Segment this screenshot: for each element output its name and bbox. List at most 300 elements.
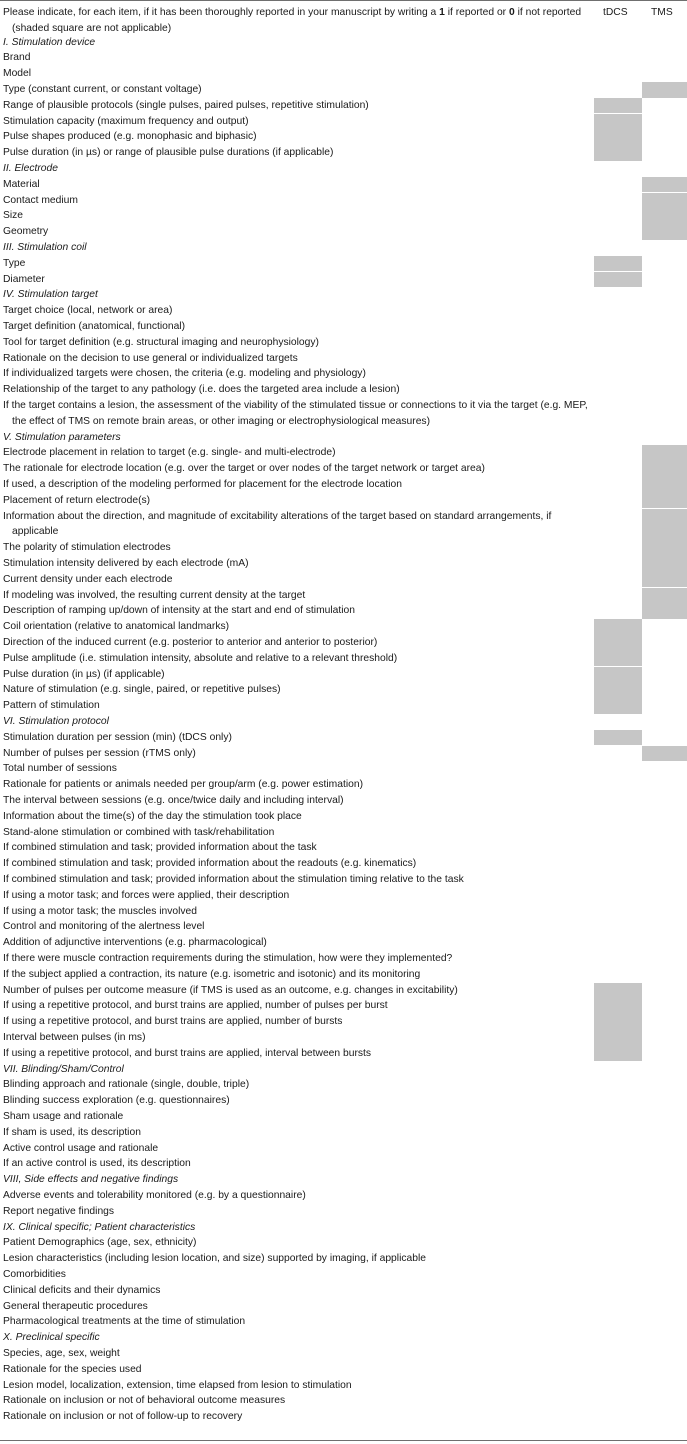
item-label: Addition of adjunctive interventions (e.g. pharmacological) bbox=[3, 937, 267, 949]
tdcs-cell-not-applicable bbox=[594, 1046, 642, 1062]
item-label: Lesion characteristics (including lesion location, and size) supported by imaging, if applicable bbox=[3, 1253, 426, 1265]
tms-cell bbox=[642, 287, 687, 303]
tms-cell bbox=[642, 761, 687, 777]
checklist-row bbox=[0, 1251, 687, 1267]
item-label: Rationale on the decision to use general or individualized targets bbox=[3, 352, 298, 364]
tms-cell bbox=[642, 240, 687, 256]
checklist-row bbox=[0, 1283, 687, 1299]
tms-cell bbox=[642, 793, 687, 809]
item-label: Patient Demographics (age, sex, ethnicity) bbox=[3, 1237, 197, 1249]
tdcs-cell-not-applicable bbox=[594, 129, 642, 145]
item-label: Sham usage and rationale bbox=[3, 1110, 124, 1122]
tdcs-cell-not-applicable bbox=[594, 651, 642, 667]
tms-cell bbox=[642, 319, 687, 335]
item-label: Pattern of stimulation bbox=[3, 700, 100, 712]
tdcs-cell-not-applicable bbox=[594, 983, 642, 999]
tms-cell-not-applicable bbox=[642, 177, 687, 193]
item-label: Target definition (anatomical, functional) bbox=[3, 320, 186, 332]
tms-cell bbox=[642, 1267, 687, 1283]
tdcs-cell bbox=[594, 1362, 642, 1378]
item-label: Number of pulses per outcome measure (if TMS is used as an outcome, e.g. changes in excitability) bbox=[3, 984, 458, 996]
tdcs-cell bbox=[594, 714, 642, 730]
tdcs-cell bbox=[594, 319, 642, 335]
tdcs-cell bbox=[594, 825, 642, 841]
section-title: X. Preclinical specific bbox=[3, 1332, 100, 1344]
tms-cell bbox=[642, 351, 687, 367]
tdcs-cell-not-applicable bbox=[594, 667, 642, 683]
tms-cell-not-applicable bbox=[642, 208, 687, 224]
checklist-row bbox=[0, 1188, 687, 1204]
header-instruction bbox=[3, 5, 602, 37]
checklist-row bbox=[0, 1235, 687, 1251]
tms-cell bbox=[642, 1141, 687, 1157]
tms-cell bbox=[642, 983, 687, 999]
tms-cell bbox=[642, 1014, 687, 1030]
item-label: If the subject applied a contraction, its nature (e.g. isometric and isotonic) and its monitoring bbox=[3, 968, 421, 980]
checklist-row bbox=[0, 224, 687, 240]
checklist-row bbox=[0, 319, 687, 335]
tdcs-cell bbox=[594, 493, 642, 509]
tdcs-cell-not-applicable bbox=[594, 698, 642, 714]
item-label: If using a repetitive protocol, and burst trains are applied, number of pulses per burst bbox=[3, 1000, 388, 1012]
instruction-text-1: Please indicate, for each item, if it has been thoroughly reported in your manuscript by writing a bbox=[3, 7, 440, 18]
section-title: V. Stimulation parameters bbox=[3, 431, 121, 443]
tdcs-cell-not-applicable bbox=[594, 1014, 642, 1030]
item-label: If modeling was involved, the resulting current density at the target bbox=[3, 589, 306, 601]
tdcs-cell bbox=[594, 1204, 642, 1220]
checklist-row bbox=[0, 303, 687, 319]
item-label: If sham is used, its description bbox=[3, 1126, 141, 1138]
checklist-row bbox=[0, 1125, 687, 1141]
tms-cell bbox=[642, 1030, 687, 1046]
instruction-value-reported: 1 bbox=[439, 7, 445, 18]
checklist-row bbox=[0, 667, 687, 683]
tdcs-cell bbox=[594, 224, 642, 240]
tms-cell-not-applicable bbox=[642, 572, 687, 588]
tms-cell bbox=[642, 856, 687, 872]
tdcs-cell bbox=[594, 208, 642, 224]
tdcs-cell bbox=[594, 1235, 642, 1251]
tms-cell bbox=[642, 114, 687, 130]
item-label: Pulse duration (in µs) (if applicable) bbox=[3, 668, 165, 680]
checklist-row bbox=[0, 1109, 687, 1125]
tdcs-cell bbox=[594, 1220, 642, 1236]
item-label: Type (constant current, or constant voltage) bbox=[3, 83, 202, 95]
item-label: Active control usage and rationale bbox=[3, 1142, 159, 1154]
tms-cell bbox=[642, 1204, 687, 1220]
instruction-text-2: if reported or bbox=[444, 7, 509, 18]
checklist-row bbox=[0, 256, 687, 272]
tdcs-cell bbox=[594, 588, 642, 604]
item-label: If an active control is used, its description bbox=[3, 1158, 191, 1170]
checklist-row bbox=[0, 1314, 687, 1330]
section-title: II. Electrode bbox=[3, 162, 58, 174]
tms-cell-not-applicable bbox=[642, 193, 687, 209]
section-title: VI. Stimulation protocol bbox=[3, 715, 109, 727]
item-label: Report negative findings bbox=[3, 1205, 115, 1217]
tdcs-cell-not-applicable bbox=[594, 619, 642, 635]
tdcs-cell bbox=[594, 1093, 642, 1109]
checklist-row bbox=[0, 825, 687, 841]
checklist-row bbox=[0, 651, 687, 667]
tms-cell bbox=[642, 382, 687, 398]
checklist-row bbox=[0, 98, 687, 114]
checklist-row bbox=[0, 682, 687, 698]
tdcs-cell bbox=[594, 556, 642, 572]
tms-cell bbox=[642, 35, 687, 51]
tms-cell bbox=[642, 809, 687, 825]
tms-cell bbox=[642, 998, 687, 1014]
checklist-row bbox=[0, 335, 687, 351]
tdcs-cell bbox=[594, 904, 642, 920]
column-header-tdcs: tDCS bbox=[603, 7, 628, 18]
checklist-row bbox=[0, 398, 687, 430]
checklist-row bbox=[0, 1204, 687, 1220]
tdcs-cell bbox=[594, 1125, 642, 1141]
tdcs-cell bbox=[594, 1393, 642, 1409]
checklist-row bbox=[0, 935, 687, 951]
checklist-row bbox=[0, 1299, 687, 1315]
tdcs-cell bbox=[594, 1109, 642, 1125]
checklist-row bbox=[0, 1014, 687, 1030]
tdcs-cell bbox=[594, 1062, 642, 1078]
item-label: If the target contains a lesion, the assessment of the viability of the stimulated tissue or connections to it via the target (e.g. MEP, the effect of TMS on remote brain areas, or other imaging or electrophysiological measures) bbox=[3, 399, 588, 427]
tdcs-cell bbox=[594, 746, 642, 762]
tms-cell bbox=[642, 1109, 687, 1125]
tdcs-cell bbox=[594, 872, 642, 888]
item-label: Model bbox=[3, 68, 32, 80]
tms-cell bbox=[642, 1172, 687, 1188]
tms-cell bbox=[642, 398, 687, 430]
tms-cell bbox=[642, 1077, 687, 1093]
tdcs-cell bbox=[594, 1267, 642, 1283]
checklist-row bbox=[0, 1378, 687, 1394]
checklist-row bbox=[0, 129, 687, 145]
tms-cell bbox=[642, 1062, 687, 1078]
checklist-row bbox=[0, 1393, 687, 1409]
checklist-row bbox=[0, 588, 687, 604]
tdcs-cell bbox=[594, 1156, 642, 1172]
tms-cell bbox=[642, 682, 687, 698]
item-label: Current density under each electrode bbox=[3, 573, 173, 585]
tdcs-cell bbox=[594, 382, 642, 398]
tms-cell bbox=[642, 366, 687, 382]
item-label: If there were muscle contraction requirements during the stimulation, how were they implemented? bbox=[3, 952, 453, 964]
tms-cell bbox=[642, 1156, 687, 1172]
tms-cell bbox=[642, 825, 687, 841]
checklist-row bbox=[0, 540, 687, 556]
tms-cell bbox=[642, 698, 687, 714]
tdcs-cell bbox=[594, 287, 642, 303]
tms-cell bbox=[642, 1393, 687, 1409]
tms-cell bbox=[642, 1378, 687, 1394]
tdcs-cell-not-applicable bbox=[594, 635, 642, 651]
tdcs-cell bbox=[594, 1141, 642, 1157]
section-header-row bbox=[0, 240, 687, 256]
checklist-row bbox=[0, 366, 687, 382]
tms-cell bbox=[642, 1314, 687, 1330]
tdcs-cell bbox=[594, 1409, 642, 1425]
tdcs-cell bbox=[594, 809, 642, 825]
tdcs-cell bbox=[594, 856, 642, 872]
top-rule bbox=[0, 0, 687, 1]
item-label: Material bbox=[3, 178, 40, 190]
column-header-tms: TMS bbox=[651, 7, 673, 18]
tms-cell-not-applicable bbox=[642, 746, 687, 762]
tdcs-cell bbox=[594, 951, 642, 967]
item-label: Blinding success exploration (e.g. questionnaires) bbox=[3, 1095, 230, 1107]
tms-cell bbox=[642, 1188, 687, 1204]
checklist-row bbox=[0, 145, 687, 161]
tms-cell bbox=[642, 1299, 687, 1315]
checklist-row bbox=[0, 1030, 687, 1046]
tms-cell-not-applicable bbox=[642, 509, 687, 541]
tms-cell bbox=[642, 919, 687, 935]
item-label: Coil orientation (relative to anatomical landmarks) bbox=[3, 621, 230, 633]
checklist-row bbox=[0, 82, 687, 98]
item-label: Nature of stimulation (e.g. single, paired, or repetitive pulses) bbox=[3, 684, 281, 696]
tms-cell bbox=[642, 904, 687, 920]
checklist-row bbox=[0, 793, 687, 809]
tms-cell bbox=[642, 430, 687, 446]
tms-cell bbox=[642, 714, 687, 730]
tdcs-cell bbox=[594, 1172, 642, 1188]
tdcs-cell bbox=[594, 303, 642, 319]
checklist-row bbox=[0, 919, 687, 935]
tms-cell-not-applicable bbox=[642, 556, 687, 572]
tms-cell bbox=[642, 935, 687, 951]
section-title: VIII, Side effects and negative findings bbox=[3, 1174, 179, 1186]
tms-cell bbox=[642, 1409, 687, 1425]
section-header-row bbox=[0, 714, 687, 730]
item-label: Information about the time(s) of the day the stimulation took place bbox=[3, 810, 302, 822]
item-label: Geometry bbox=[3, 226, 49, 238]
item-label: Stimulation duration per session (min) (tDCS only) bbox=[3, 731, 232, 743]
tdcs-cell-not-applicable bbox=[594, 114, 642, 130]
tms-cell-not-applicable bbox=[642, 461, 687, 477]
checklist-row bbox=[0, 777, 687, 793]
tms-cell-not-applicable bbox=[642, 445, 687, 461]
item-label: Description of ramping up/down of intensity at the start and end of stimulation bbox=[3, 605, 356, 617]
checklist-row bbox=[0, 114, 687, 130]
checklist-row bbox=[0, 983, 687, 999]
section-title: VII. Blinding/Sham/Control bbox=[3, 1063, 124, 1075]
tdcs-cell-not-applicable bbox=[594, 730, 642, 746]
item-label: Diameter bbox=[3, 273, 45, 285]
item-label: Size bbox=[3, 210, 24, 222]
checklist-row bbox=[0, 967, 687, 983]
tdcs-cell bbox=[594, 888, 642, 904]
tdcs-cell-not-applicable bbox=[594, 145, 642, 161]
tdcs-cell bbox=[594, 761, 642, 777]
item-label: If individualized targets were chosen, the criteria (e.g. modeling and physiology) bbox=[3, 368, 366, 380]
checklist-row bbox=[0, 572, 687, 588]
tdcs-cell bbox=[594, 1378, 642, 1394]
tdcs-cell bbox=[594, 572, 642, 588]
item-label: Rationale for the species used bbox=[3, 1363, 142, 1375]
checklist-row bbox=[0, 1156, 687, 1172]
section-header-row bbox=[0, 287, 687, 303]
section-header-row bbox=[0, 1062, 687, 1078]
tms-cell bbox=[642, 872, 687, 888]
checklist-row bbox=[0, 382, 687, 398]
tdcs-cell bbox=[594, 82, 642, 98]
item-label: If using a repetitive protocol, and burst trains are applied, interval between bursts bbox=[3, 1047, 372, 1059]
checklist-row bbox=[0, 177, 687, 193]
checklist-row bbox=[0, 730, 687, 746]
checklist-row bbox=[0, 998, 687, 1014]
item-label: Clinical deficits and their dynamics bbox=[3, 1284, 161, 1296]
tms-cell bbox=[642, 50, 687, 66]
item-label: Rationale on inclusion or not of behavioral outcome measures bbox=[3, 1395, 286, 1407]
tms-cell bbox=[642, 1283, 687, 1299]
tdcs-cell bbox=[594, 177, 642, 193]
item-label: The interval between sessions (e.g. once/twice daily and including interval) bbox=[3, 794, 344, 806]
tms-cell bbox=[642, 777, 687, 793]
checklist-row bbox=[0, 1046, 687, 1062]
checklist-row bbox=[0, 904, 687, 920]
item-label: Species, age, sex, weight bbox=[3, 1347, 120, 1359]
tdcs-cell bbox=[594, 1077, 642, 1093]
checklist-row bbox=[0, 272, 687, 288]
checklist-row bbox=[0, 1362, 687, 1378]
checklist-row bbox=[0, 1346, 687, 1362]
tms-cell bbox=[642, 256, 687, 272]
item-label: Information about the direction, and magnitude of excitability alterations of the target based on standard arrangements, if applicable bbox=[3, 510, 552, 538]
tdcs-cell-not-applicable bbox=[594, 682, 642, 698]
checklist-row bbox=[0, 856, 687, 872]
tdcs-cell bbox=[594, 1251, 642, 1267]
section-header-row bbox=[0, 161, 687, 177]
tdcs-cell bbox=[594, 430, 642, 446]
item-label: Type bbox=[3, 257, 26, 269]
checklist-row bbox=[0, 493, 687, 509]
tdcs-cell bbox=[594, 509, 642, 541]
section-title: IX. Clinical specific; Patient characteristics bbox=[3, 1221, 196, 1233]
tdcs-cell bbox=[594, 351, 642, 367]
item-label: Total number of sessions bbox=[3, 763, 117, 775]
tms-cell bbox=[642, 66, 687, 82]
tms-cell bbox=[642, 1251, 687, 1267]
tdcs-cell bbox=[594, 193, 642, 209]
tdcs-cell bbox=[594, 366, 642, 382]
section-header-row bbox=[0, 1220, 687, 1236]
tdcs-cell bbox=[594, 1188, 642, 1204]
tms-cell bbox=[642, 1330, 687, 1346]
tms-cell bbox=[642, 619, 687, 635]
item-label: Contact medium bbox=[3, 194, 78, 206]
tms-cell bbox=[642, 129, 687, 145]
item-label: The rationale for electrode location (e.g. over the target or over nodes of the target network or target area) bbox=[3, 463, 485, 475]
tms-cell-not-applicable bbox=[642, 477, 687, 493]
tdcs-cell bbox=[594, 919, 642, 935]
section-header-row bbox=[0, 1330, 687, 1346]
tdcs-cell bbox=[594, 461, 642, 477]
tms-cell bbox=[642, 730, 687, 746]
item-label: Comorbidities bbox=[3, 1268, 66, 1280]
tms-cell bbox=[642, 98, 687, 114]
tdcs-cell-not-applicable bbox=[594, 256, 642, 272]
section-header-row bbox=[0, 1172, 687, 1188]
item-label: Pulse amplitude (i.e. stimulation intensity, absolute and relative to a relevant threshold) bbox=[3, 652, 398, 664]
tms-cell bbox=[642, 161, 687, 177]
checklist-row bbox=[0, 556, 687, 572]
item-label: Electrode placement in relation to target (e.g. single- and multi-electrode) bbox=[3, 447, 336, 459]
tdcs-cell bbox=[594, 935, 642, 951]
tms-cell-not-applicable bbox=[642, 493, 687, 509]
tdcs-cell bbox=[594, 50, 642, 66]
tdcs-cell-not-applicable bbox=[594, 998, 642, 1014]
tms-cell bbox=[642, 335, 687, 351]
tms-cell bbox=[642, 145, 687, 161]
tms-cell bbox=[642, 967, 687, 983]
bottom-rule bbox=[0, 1440, 687, 1441]
tms-cell bbox=[642, 1346, 687, 1362]
item-label: Adverse events and tolerability monitored (e.g. by a questionnaire) bbox=[3, 1189, 306, 1201]
tdcs-cell-not-applicable bbox=[594, 98, 642, 114]
tdcs-cell bbox=[594, 603, 642, 619]
item-label: If using a repetitive protocol, and burst trains are applied, number of bursts bbox=[3, 1016, 343, 1028]
tdcs-cell bbox=[594, 445, 642, 461]
tms-cell bbox=[642, 635, 687, 651]
tms-cell bbox=[642, 651, 687, 667]
item-label: Range of plausible protocols (single pulses, paired pulses, repetitive stimulation) bbox=[3, 99, 369, 111]
item-label: Lesion model, localization, extension, time elapsed from lesion to stimulation bbox=[3, 1379, 352, 1391]
item-label: General therapeutic procedures bbox=[3, 1300, 148, 1312]
tms-cell bbox=[642, 1093, 687, 1109]
checklist-row bbox=[0, 477, 687, 493]
item-label: Interval between pulses (in ms) bbox=[3, 1031, 146, 1043]
instruction-text-3: if not reported (shaded square are not applicable) bbox=[12, 7, 582, 34]
item-label: Placement of return electrode(s) bbox=[3, 494, 151, 506]
item-label: Target choice (local, network or area) bbox=[3, 305, 173, 317]
tdcs-cell bbox=[594, 1283, 642, 1299]
item-label: Tool for target definition (e.g. structural imaging and neurophysiology) bbox=[3, 336, 319, 348]
section-header-row bbox=[0, 35, 687, 51]
checklist-row bbox=[0, 635, 687, 651]
item-label: Pulse shapes produced (e.g. monophasic and biphasic) bbox=[3, 131, 257, 143]
tdcs-cell bbox=[594, 840, 642, 856]
item-label: Stimulation intensity delivered by each electrode (mA) bbox=[3, 557, 249, 569]
tdcs-cell bbox=[594, 1314, 642, 1330]
checklist-row bbox=[0, 746, 687, 762]
section-header-row bbox=[0, 430, 687, 446]
item-label: Direction of the induced current (e.g. posterior to anterior and anterior to posterior) bbox=[3, 636, 378, 648]
tdcs-cell bbox=[594, 335, 642, 351]
item-label: Control and monitoring of the alertness level bbox=[3, 921, 205, 933]
item-label: Stimulation capacity (maximum frequency and output) bbox=[3, 115, 249, 127]
checklist-row bbox=[0, 1409, 687, 1425]
item-label: Rationale for patients or animals needed per group/arm (e.g. power estimation) bbox=[3, 779, 364, 791]
tms-cell-not-applicable bbox=[642, 224, 687, 240]
item-label: If combined stimulation and task; provided information about the task bbox=[3, 842, 317, 854]
checklist-row bbox=[0, 888, 687, 904]
checklist-row bbox=[0, 445, 687, 461]
tdcs-cell-not-applicable bbox=[594, 272, 642, 288]
tms-cell bbox=[642, 1220, 687, 1236]
tms-cell-not-applicable bbox=[642, 82, 687, 98]
checklist-row bbox=[0, 840, 687, 856]
tms-cell bbox=[642, 272, 687, 288]
checklist-row bbox=[0, 619, 687, 635]
item-label: If combined stimulation and task; provided information about the stimulation timing relative to the task bbox=[3, 873, 464, 885]
tdcs-cell bbox=[594, 967, 642, 983]
checklist-row bbox=[0, 351, 687, 367]
checklist-row bbox=[0, 603, 687, 619]
tdcs-cell bbox=[594, 66, 642, 82]
item-label: Brand bbox=[3, 52, 31, 64]
tms-cell bbox=[642, 1235, 687, 1251]
